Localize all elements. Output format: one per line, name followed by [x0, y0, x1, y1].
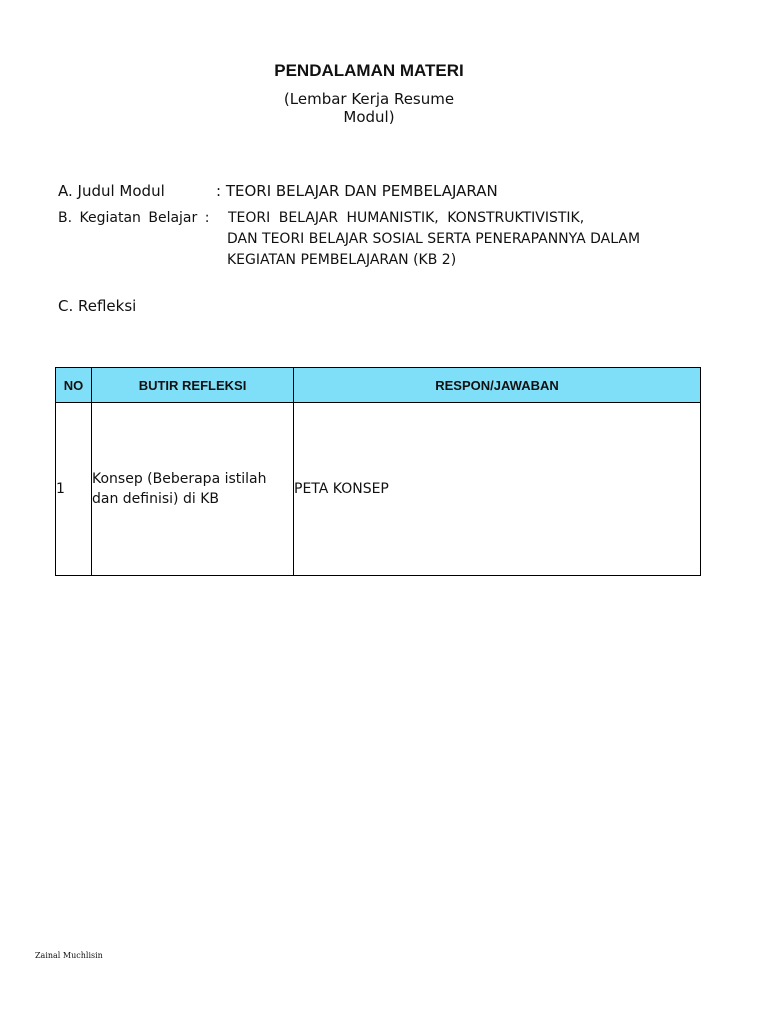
table-row — [56, 403, 701, 576]
section-b-kegiatan-belajar — [58, 210, 584, 226]
header-no: NO — [56, 368, 92, 403]
cell-respon-jawaban: PETA KONSEP — [294, 403, 701, 576]
section-b-value-line-1: TEORI BELAJAR HUMANISTIK, KONSTRUKTIVISTIK, — [228, 210, 585, 226]
document-title: PENDALAMAN MATERI — [274, 61, 464, 80]
table-header-row — [56, 368, 701, 403]
section-a-value: : TEORI BELAJAR DAN PEMBELAJARAN — [216, 182, 498, 200]
section-a-judul-modul — [58, 182, 498, 200]
section-b-value-line-2: DAN TEORI BELAJAR SOSIAL SERTA PENERAPANNYA DALAM — [227, 231, 641, 247]
subtitle-line-1: (Lembar Kerja Resume — [283, 90, 455, 108]
cell-no: 1 — [56, 403, 92, 576]
section-b-value-line-3: KEGIATAN PEMBELAJARAN (KB 2) — [227, 252, 457, 268]
header-respon-jawaban: RESPON/JAWABAN — [294, 368, 701, 403]
document-subtitle — [0, 90, 738, 126]
section-b-label: B. Kegiatan Belajar : — [58, 210, 210, 226]
section-a-label: A. Judul Modul — [58, 182, 165, 200]
reflection-table — [55, 367, 701, 576]
header-butir-refleksi: BUTIR REFLEKSI — [92, 368, 294, 403]
section-c-refleksi: C. Refleksi — [58, 297, 137, 315]
cell-butir-refleksi: Konsep (Beberapa istilah dan definisi) di KB — [92, 403, 294, 576]
footer-author: Zainal Muchlisin — [35, 951, 103, 960]
subtitle-line-2: Modul) — [343, 108, 395, 126]
